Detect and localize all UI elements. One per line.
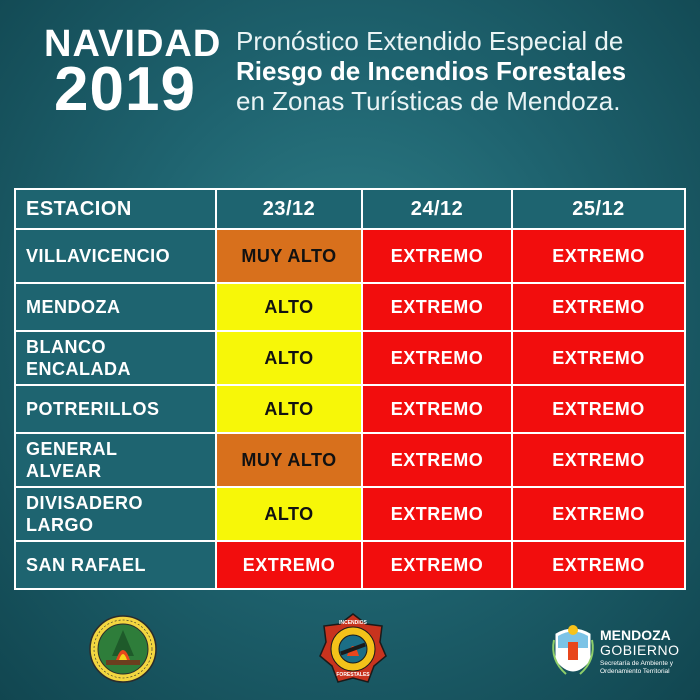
risk-cell: EXTREMO bbox=[362, 433, 512, 487]
table-row bbox=[15, 487, 685, 541]
mendoza-coat-of-arms-icon bbox=[548, 620, 598, 684]
station-name: SAN RAFAEL bbox=[15, 541, 216, 589]
column-header-date: 25/12 bbox=[512, 189, 685, 229]
station-name: MENDOZA bbox=[15, 283, 216, 331]
risk-cell: EXTREMO bbox=[512, 229, 685, 283]
gobierno-title: MENDOZA bbox=[600, 627, 671, 643]
header bbox=[0, 0, 700, 150]
table-header-row bbox=[15, 189, 685, 229]
risk-cell: EXTREMO bbox=[512, 283, 685, 331]
risk-cell: EXTREMO bbox=[362, 541, 512, 589]
risk-cell: EXTREMO bbox=[512, 385, 685, 433]
risk-cell: EXTREMO bbox=[512, 487, 685, 541]
risk-cell: ALTO bbox=[216, 385, 362, 433]
risk-cell: MUY ALTO bbox=[216, 433, 362, 487]
column-header-station: ESTACION bbox=[15, 189, 216, 229]
risk-cell: EXTREMO bbox=[512, 331, 685, 385]
station-name: VILLAVICENCIO bbox=[15, 229, 216, 283]
station-name: POTRERILLOS bbox=[15, 385, 216, 433]
secretaria-line-2: Ordenamiento Territorial bbox=[600, 668, 670, 675]
risk-cell: EXTREMO bbox=[362, 385, 512, 433]
risk-cell: EXTREMO bbox=[362, 229, 512, 283]
badge-text-top: INCENDIOS bbox=[339, 620, 367, 626]
risk-cell: EXTREMO bbox=[362, 331, 512, 385]
risk-table bbox=[14, 188, 686, 590]
table-row bbox=[15, 283, 685, 331]
navidad-title: NAVIDAD bbox=[44, 23, 222, 65]
forest-firefighter-seal-icon bbox=[88, 614, 158, 684]
table-row bbox=[15, 229, 685, 283]
risk-cell: MUY ALTO bbox=[216, 229, 362, 283]
risk-cell: EXTREMO bbox=[216, 541, 362, 589]
column-header-date: 23/12 bbox=[216, 189, 362, 229]
station-name: GENERAL ALVEAR bbox=[15, 433, 216, 487]
risk-cell: ALTO bbox=[216, 487, 362, 541]
risk-cell: EXTREMO bbox=[512, 541, 685, 589]
table-row bbox=[15, 331, 685, 385]
secretaria-line-1: Secretaría de Ambiente y bbox=[600, 660, 673, 667]
subtitle-line-2: Riesgo de Incendios Forestales bbox=[236, 56, 627, 86]
risk-cell: ALTO bbox=[216, 331, 362, 385]
subtitle-line-1: Pronóstico Extendido Especial de bbox=[236, 26, 624, 56]
table-row bbox=[15, 541, 685, 589]
station-name: DIVISADERO LARGO bbox=[15, 487, 216, 541]
table-row bbox=[15, 385, 685, 433]
subtitle-line-3: en Zonas Turísticas de Mendoza. bbox=[236, 86, 621, 116]
risk-cell: EXTREMO bbox=[362, 283, 512, 331]
column-header-date: 24/12 bbox=[362, 189, 512, 229]
badge-text-bottom: FORESTALES bbox=[336, 672, 370, 678]
secretaria-text bbox=[600, 660, 680, 676]
risk-cell: EXTREMO bbox=[362, 487, 512, 541]
year-title: 2019 bbox=[54, 55, 196, 124]
risk-cell: ALTO bbox=[216, 283, 362, 331]
gobierno-subtitle: GOBIERNO bbox=[600, 642, 680, 658]
incendios-forestales-badge-icon bbox=[318, 612, 388, 686]
table-row bbox=[15, 433, 685, 487]
station-name: BLANCO ENCALADA bbox=[15, 331, 216, 385]
risk-cell: EXTREMO bbox=[512, 433, 685, 487]
